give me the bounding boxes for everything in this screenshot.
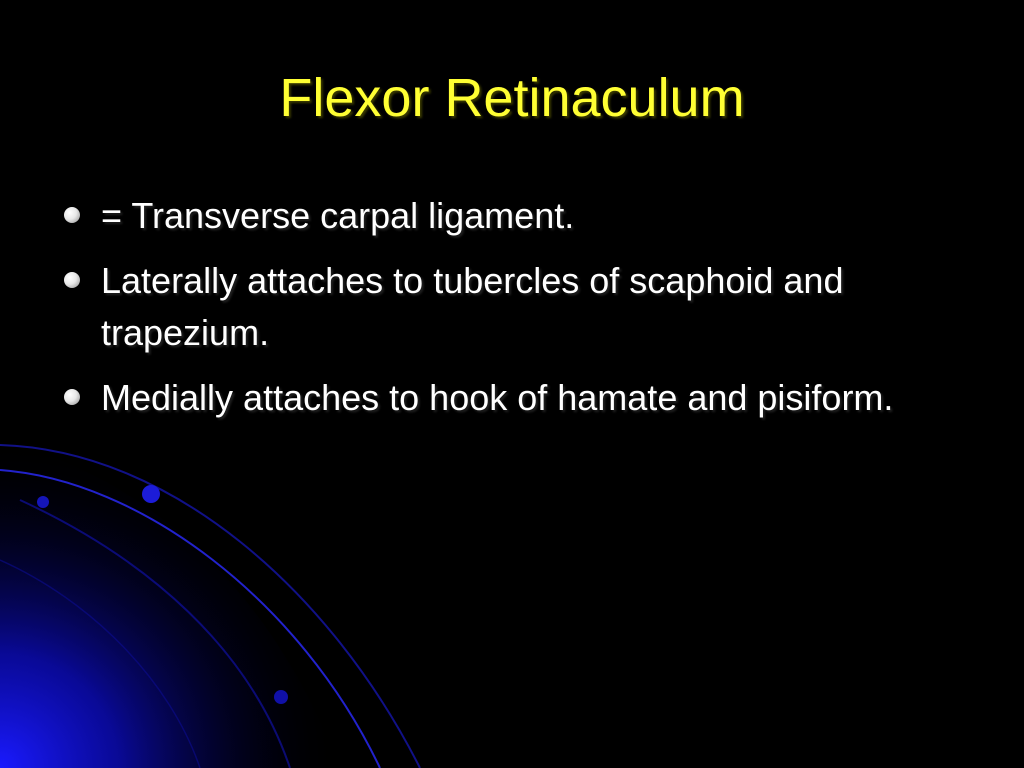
decoration-dot bbox=[142, 485, 160, 503]
bullet-sphere-icon bbox=[64, 389, 80, 405]
bullet-item bbox=[62, 372, 962, 424]
bullet-sphere-icon bbox=[64, 272, 80, 288]
bullet-text: Medially attaches to hook of hamate and pisiform. bbox=[101, 377, 894, 418]
bullet-list bbox=[62, 190, 962, 437]
bullet-item bbox=[62, 255, 962, 359]
bullet-item bbox=[62, 190, 962, 242]
bullet-text: Laterally attaches to tubercles of scaphoid and trapezium. bbox=[101, 260, 844, 353]
decoration-dot bbox=[37, 496, 49, 508]
decoration-dot bbox=[274, 690, 288, 704]
slide-title: Flexor Retinaculum bbox=[279, 68, 745, 128]
blue-glow-shape bbox=[0, 440, 340, 768]
bullet-sphere-icon bbox=[64, 207, 80, 223]
bullet-text: = Transverse carpal ligament. bbox=[101, 195, 575, 236]
